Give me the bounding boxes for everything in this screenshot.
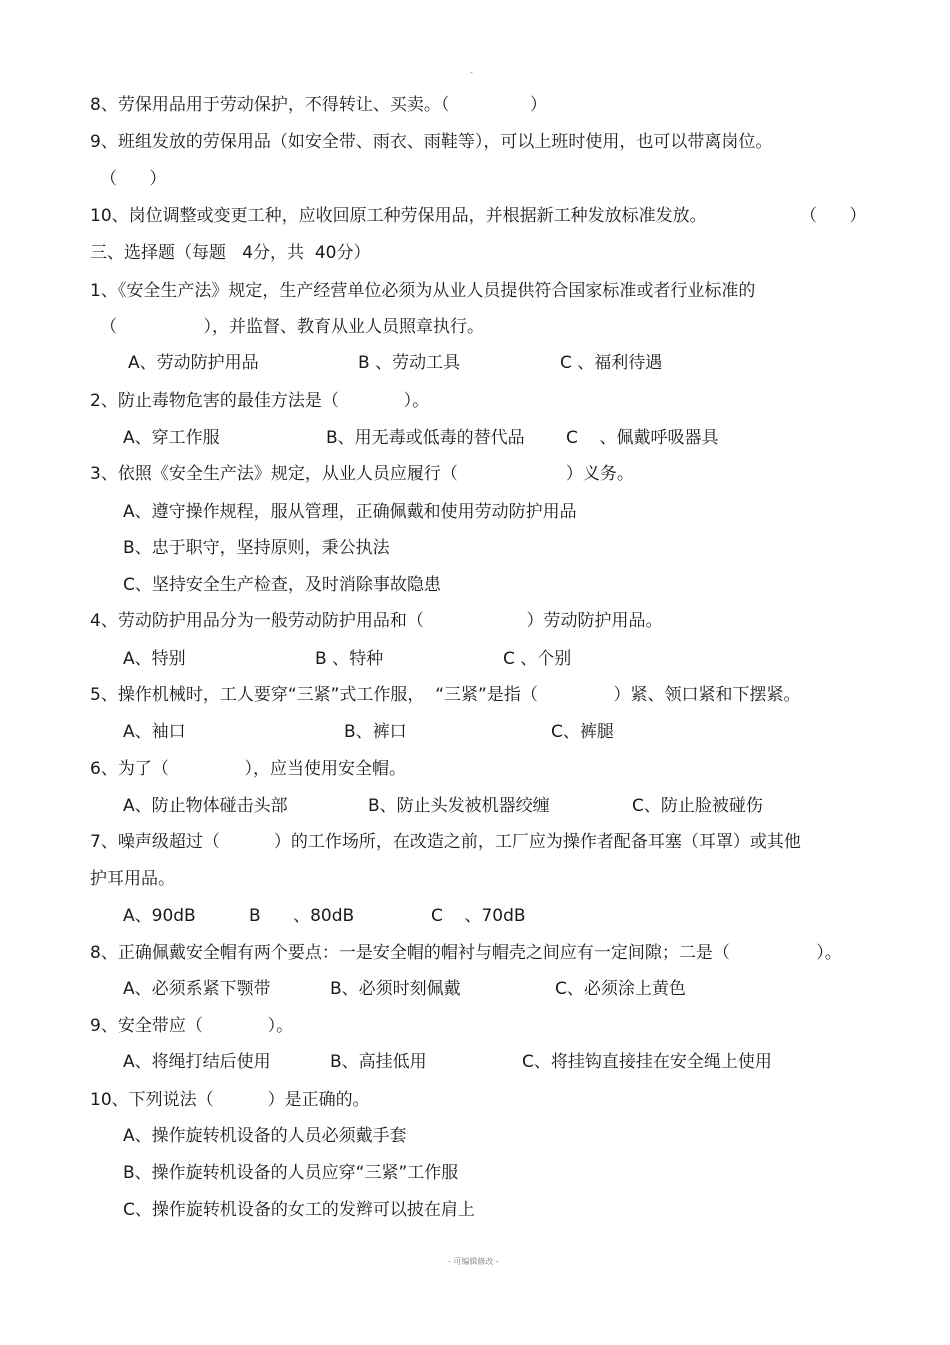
question-stem: 6、为了（ ），应当使用安全帽。 bbox=[90, 759, 406, 779]
question-stem: 1、《安全生产法》规定，生产经营单位必须为从业人员提供符合国家标准或者行业标准的 bbox=[90, 281, 756, 301]
tf-question-9-blank bbox=[0, 164, 950, 194]
mc-question-3 bbox=[0, 459, 950, 489]
mc-question-7-options bbox=[0, 901, 950, 931]
option-c[interactable]: C、必须涂上黄色 bbox=[555, 979, 686, 999]
option-a[interactable]: A、特别 bbox=[123, 649, 186, 669]
option-a[interactable]: A、90dB bbox=[123, 906, 196, 926]
question-stem: 3、依照《安全生产法》规定，从业人员应履行（ ）义务。 bbox=[90, 464, 634, 484]
option-c[interactable]: C 、佩戴呼吸器具 bbox=[566, 428, 719, 448]
option-a[interactable]: A、将绳打结后使用 bbox=[123, 1052, 271, 1072]
mc-question-8 bbox=[0, 938, 950, 968]
option-a[interactable]: A、袖口 bbox=[123, 722, 186, 742]
mc-question-9 bbox=[0, 1011, 950, 1041]
question-stem: 8、正确佩戴安全帽有两个要点：一是安全帽的帽衬与帽壳之间应有一定间隙；二是（ ）。 bbox=[90, 943, 842, 963]
question-stem: 7、噪声级超过（ ）的工作场所，在改造之前，工厂应为操作者配备耳塞（耳罩）或其他 bbox=[90, 832, 801, 852]
option-b[interactable]: B、用无毒或低毒的替代品 bbox=[326, 428, 525, 448]
header-mark: - bbox=[470, 68, 473, 77]
option-b[interactable]: B、必须时刻佩戴 bbox=[330, 979, 461, 999]
tf-question-10 bbox=[0, 201, 950, 231]
tf-question-8 bbox=[0, 90, 950, 120]
mc-question-4-options bbox=[0, 644, 950, 674]
option-b[interactable]: B 、80dB bbox=[249, 906, 355, 926]
mc-question-5-options bbox=[0, 717, 950, 747]
mc-question-1 bbox=[0, 276, 950, 306]
option-a[interactable]: A、必须系紧下颚带 bbox=[123, 979, 271, 999]
mc-question-6 bbox=[0, 754, 950, 784]
option-a[interactable]: A、防止物体碰击头部 bbox=[123, 796, 288, 816]
mc-question-10 bbox=[0, 1085, 950, 1115]
question-stem: 4、劳动防护用品分为一般劳动防护用品和（ ）劳动防护用品。 bbox=[90, 611, 663, 631]
mc-question-1-options bbox=[0, 348, 950, 378]
option-a[interactable]: A、穿工作服 bbox=[123, 428, 220, 448]
mc-question-7-cont bbox=[0, 864, 950, 894]
option-c[interactable]: C 、福利待遇 bbox=[560, 353, 663, 373]
mc-question-7 bbox=[0, 827, 950, 857]
answer-blank[interactable]: ） bbox=[530, 95, 547, 115]
mc-question-6-options bbox=[0, 791, 950, 821]
option-c[interactable]: C 、70dB bbox=[431, 906, 526, 926]
option-c[interactable]: C、裤腿 bbox=[551, 722, 614, 742]
mc-question-10-option-c bbox=[0, 1195, 950, 1225]
option-b[interactable]: B、高挂低用 bbox=[330, 1052, 427, 1072]
question-stem: 5、操作机械时，工人要穿“三紧”式工作服， “三紧”是指（ ）紧、领口紧和下摆紧。 bbox=[90, 685, 801, 705]
mc-question-2 bbox=[0, 386, 950, 416]
option-a[interactable]: A、劳动防护用品 bbox=[128, 353, 259, 373]
section-title bbox=[0, 238, 950, 268]
mc-question-2-options bbox=[0, 423, 950, 453]
question-text: 9、班组发放的劳保用品（如安全带、雨衣、雨鞋等），可以上班时使用，也可以带离岗位。 bbox=[90, 132, 773, 152]
option-c[interactable]: C、操作旋转机设备的女工的发辫可以披在肩上 bbox=[123, 1200, 475, 1220]
mc-question-4 bbox=[0, 606, 950, 636]
mc-question-1-cont bbox=[0, 312, 950, 342]
option-b[interactable]: B、防止头发被机器绞缠 bbox=[368, 796, 550, 816]
option-b[interactable]: B 、劳动工具 bbox=[358, 353, 461, 373]
option-b[interactable]: B、裤口 bbox=[344, 722, 407, 742]
option-c[interactable]: C、防止脸被碰伤 bbox=[632, 796, 763, 816]
option-b[interactable]: B、忠于职守，坚持原则，秉公执法 bbox=[123, 538, 390, 558]
tf-question-9 bbox=[0, 127, 950, 157]
option-c[interactable]: C、将挂钩直接挂在安全绳上使用 bbox=[522, 1052, 772, 1072]
option-a[interactable]: A、遵守操作规程，服从管理，正确佩戴和使用劳动防护用品 bbox=[123, 502, 577, 522]
question-stem: 9、安全带应（ ）。 bbox=[90, 1016, 294, 1036]
question-stem-cont: 护耳用品。 bbox=[90, 869, 175, 889]
question-stem: 10、下列说法（ ）是正确的。 bbox=[90, 1090, 370, 1110]
mc-question-10-option-b bbox=[0, 1158, 950, 1188]
mc-question-9-options bbox=[0, 1047, 950, 1077]
question-text: 8、劳保用品用于劳动保护，不得转让、买卖。（ bbox=[90, 95, 450, 115]
footer-note: - 可编辑修改 - bbox=[448, 1257, 499, 1266]
option-a[interactable]: A、操作旋转机设备的人员必须戴手套 bbox=[123, 1126, 407, 1146]
mc-question-8-options bbox=[0, 974, 950, 1004]
answer-blank[interactable]: （ ） bbox=[800, 206, 867, 226]
option-c[interactable]: C、坚持安全生产检查，及时消除事故隐患 bbox=[123, 575, 441, 595]
question-stem: 2、防止毒物危害的最佳方法是（ ）。 bbox=[90, 391, 430, 411]
mc-question-3-option-c bbox=[0, 570, 950, 600]
option-b[interactable]: B 、特种 bbox=[315, 649, 384, 669]
mc-question-3-option-b bbox=[0, 533, 950, 563]
option-c[interactable]: C 、个别 bbox=[503, 649, 572, 669]
question-text: 10、岗位调整或变更工种，应收回原工种劳保用品，并根据新工种发放标准发放。 bbox=[90, 206, 707, 226]
section-3-title: 三、选择题（每题 4分，共 40分） bbox=[90, 243, 371, 263]
mc-question-10-option-a bbox=[0, 1121, 950, 1151]
option-b[interactable]: B、操作旋转机设备的人员应穿“三紧”工作服 bbox=[123, 1163, 459, 1183]
answer-blank[interactable]: （ ） bbox=[100, 169, 167, 189]
mc-question-5 bbox=[0, 680, 950, 710]
question-stem-cont: （ ），并监督、教育从业人员照章执行。 bbox=[100, 317, 484, 337]
mc-question-3-option-a bbox=[0, 497, 950, 527]
